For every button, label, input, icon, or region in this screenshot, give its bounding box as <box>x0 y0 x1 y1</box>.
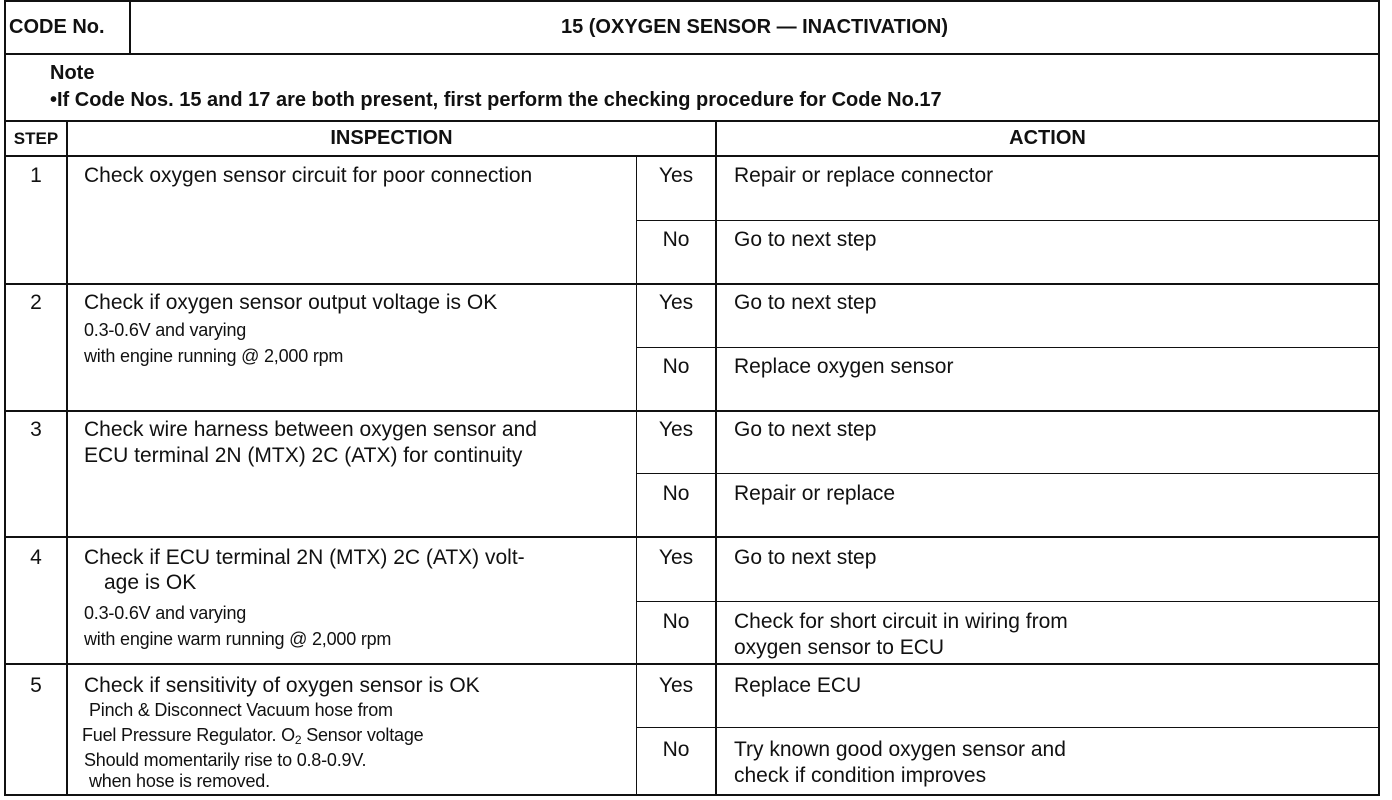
no-label: No <box>662 355 690 378</box>
no-label: No <box>662 738 690 761</box>
inspection-detail <box>82 725 423 747</box>
no-action: oxygen sensor to ECU <box>734 636 945 659</box>
inspection-text: Check oxygen sensor circuit for poor connection <box>84 164 533 187</box>
column-header-action: ACTION <box>1009 127 1086 149</box>
yes-label: Yes <box>658 546 694 569</box>
inspection-detail: Should momentarily rise to 0.8-0.9V. <box>84 750 367 770</box>
note-label: Note <box>50 62 95 84</box>
detail-part: Fuel Pressure Regulator. O <box>82 725 295 745</box>
no-label: No <box>662 482 690 505</box>
inspection-detail: Pinch & Disconnect Vacuum hose from <box>89 700 393 720</box>
inspection-text: Check if oxygen sensor output voltage is OK <box>84 291 498 314</box>
yes-label: Yes <box>658 291 694 314</box>
step-number: 3 <box>30 418 42 441</box>
no-action: Replace oxygen sensor <box>734 355 954 378</box>
yes-no-separator-5 <box>636 727 1380 728</box>
yes-label: Yes <box>658 418 694 441</box>
yes-label: Yes <box>658 164 694 187</box>
inspection-text: age is OK <box>104 571 197 594</box>
step-number: 1 <box>30 164 42 187</box>
yes-action: Go to next step <box>734 546 877 569</box>
no-action: Repair or replace <box>734 482 896 505</box>
page-title: 15 (OXYGEN SENSOR — INACTIVATION) <box>560 16 949 38</box>
inspection-text: Check wire harness between oxygen sensor and <box>84 418 537 441</box>
step-separator-4 <box>4 663 1380 665</box>
no-label: No <box>662 610 690 633</box>
yes-no-separator-4 <box>636 601 1380 602</box>
yes-no-separator-1 <box>636 220 1380 221</box>
no-action: Check for short circuit in wiring from <box>734 610 1068 633</box>
yes-no-separator-3 <box>636 473 1380 474</box>
no-action: Go to next step <box>734 228 877 251</box>
column-header-inspection: INSPECTION <box>330 127 453 149</box>
action-column-line <box>715 120 717 796</box>
inspection-text: Check if sensitivity of oxygen sensor is OK <box>84 674 480 697</box>
inspection-detail: with engine running @ 2,000 rpm <box>84 346 344 366</box>
detail-part: Sensor voltage <box>301 725 424 745</box>
inspection-detail: 0.3-0.6V and varying <box>84 320 247 340</box>
detail-subscript: 2 <box>294 733 302 747</box>
yes-action: Replace ECU <box>734 674 862 697</box>
yes-action: Repair or replace connector <box>734 164 994 187</box>
yes-no-separator-2 <box>636 347 1380 348</box>
no-label: No <box>662 228 690 251</box>
step-number: 2 <box>30 291 42 314</box>
column-header-bottom-line <box>4 155 1380 157</box>
step-separator-2 <box>4 410 1380 412</box>
step-number: 5 <box>30 674 42 697</box>
header-bottom-line <box>4 53 1380 55</box>
inspection-detail: with engine warm running @ 2,000 rpm <box>84 629 392 649</box>
code-label: CODE No. <box>9 16 105 38</box>
yes-action: Go to next step <box>734 291 877 314</box>
inspection-detail: when hose is removed. <box>89 771 270 791</box>
step-separator-1 <box>4 283 1380 285</box>
note-text: •If Code Nos. 15 and 17 are both present, first perform the checking procedure for Code No.17 <box>50 89 942 111</box>
no-action: Try known good oxygen sensor and <box>734 738 1066 761</box>
inspection-text: Check if ECU terminal 2N (MTX) 2C (ATX) volt- <box>84 546 525 569</box>
column-header-step: STEP <box>13 128 59 148</box>
yes-label: Yes <box>658 674 694 697</box>
step-column-line <box>66 120 68 796</box>
step-separator-3 <box>4 536 1380 538</box>
inspection-text: ECU terminal 2N (MTX) 2C (ATX) for continuity <box>84 444 523 467</box>
border-bottom <box>4 794 1380 796</box>
step-number: 4 <box>30 546 42 569</box>
inspection-detail: 0.3-0.6V and varying <box>84 603 247 623</box>
no-action: check if condition improves <box>734 764 987 787</box>
yes-action: Go to next step <box>734 418 877 441</box>
